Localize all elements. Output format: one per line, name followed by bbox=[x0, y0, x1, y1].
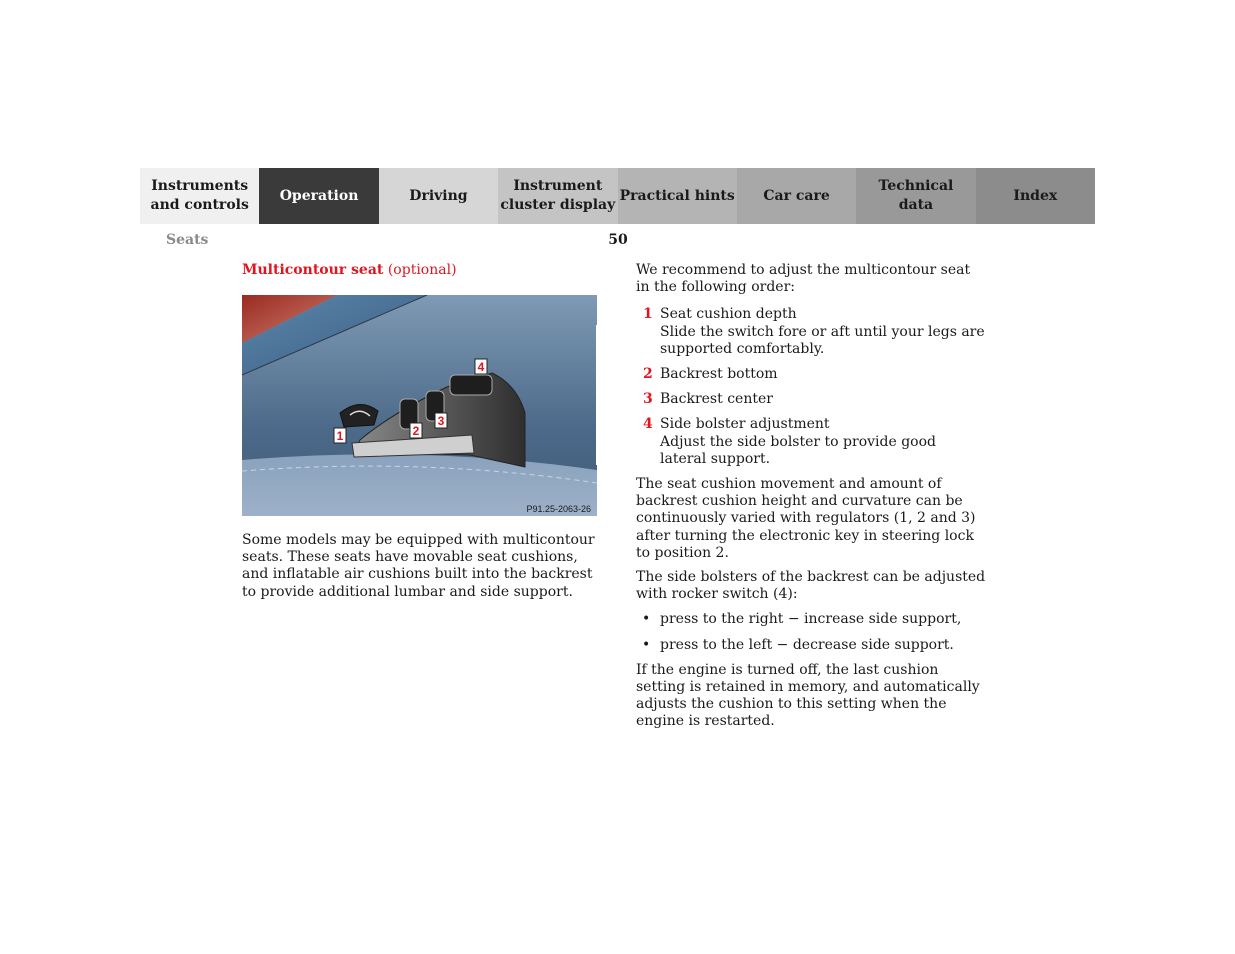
svg-text:2: 2 bbox=[412, 424, 420, 438]
step-title: Side bolster adjustment bbox=[660, 416, 830, 433]
tab-technical-data[interactable]: Technical data bbox=[856, 168, 975, 224]
list-item bbox=[636, 391, 986, 408]
chapter-nav bbox=[140, 168, 1095, 224]
regulators-paragraph: The seat cushion movement and amount of backrest cushion height and curvature can be continuously varied with regulators (1, 2 and 3) after turning the electronic key in steering lock to position 2. bbox=[636, 476, 976, 561]
bullet-text: press to the right − increase side support, bbox=[660, 611, 962, 628]
page-number: 50 bbox=[608, 232, 628, 248]
heading-main: Multicontour seat bbox=[242, 262, 384, 278]
tab-instrument-cluster-display[interactable]: Instrument cluster display bbox=[498, 168, 617, 224]
tab-car-care[interactable]: Car care bbox=[737, 168, 856, 224]
step-desc: Slide the switch fore or aft until your legs are supported comfortably. bbox=[660, 323, 985, 357]
step-number: 3 bbox=[643, 391, 653, 408]
step-title: Backrest center bbox=[660, 391, 773, 408]
seat-switch-illustration bbox=[242, 295, 597, 516]
steps-list bbox=[636, 306, 986, 468]
left-column bbox=[242, 532, 602, 601]
callout-2 bbox=[410, 423, 422, 438]
list-item bbox=[636, 306, 986, 358]
intro-paragraph: Some models may be equipped with multicontour seats. These seats have movable seat cushions, and inflatable air cushions built into the backrest to provide additional lumbar and side support. bbox=[242, 532, 595, 600]
memory-paragraph: If the engine is turned off, the last cushion setting is retained in memory, and automatically adjusts the cushion to this setting when the engine is restarted. bbox=[636, 661, 980, 730]
page-heading bbox=[242, 262, 457, 278]
svg-text:4: 4 bbox=[477, 360, 485, 374]
callout-1 bbox=[334, 428, 346, 443]
list-item bbox=[636, 366, 986, 383]
tab-driving[interactable]: Driving bbox=[379, 168, 498, 224]
step-desc: Adjust the side bolster to provide good lateral support. bbox=[660, 433, 936, 467]
list-item bbox=[636, 611, 986, 628]
svg-text:1: 1 bbox=[336, 429, 344, 443]
bullet-text: press to the left − decrease side support. bbox=[660, 636, 954, 653]
tab-practical-hints[interactable]: Practical hints bbox=[618, 168, 737, 224]
list-item bbox=[636, 637, 986, 654]
tab-operation[interactable]: Operation bbox=[259, 168, 378, 224]
svg-text:3: 3 bbox=[437, 414, 445, 428]
callout-3 bbox=[435, 413, 447, 428]
bullet-icon: • bbox=[642, 611, 651, 628]
step-number: 2 bbox=[643, 366, 653, 383]
bullet-list bbox=[636, 611, 986, 653]
bolsters-paragraph: The side bolsters of the backrest can be adjusted with rocker switch (4): bbox=[636, 569, 986, 603]
bullet-icon: • bbox=[642, 636, 651, 653]
heading-optional: (optional) bbox=[387, 262, 457, 278]
tab-index[interactable]: Index bbox=[976, 168, 1095, 224]
step-number: 4 bbox=[643, 416, 653, 433]
order-intro: We recommend to adjust the multicontour seat in the following order: bbox=[636, 262, 971, 296]
tab-instruments-and-controls[interactable]: Instruments and controls bbox=[140, 168, 259, 224]
step-title: Seat cushion depth bbox=[660, 306, 797, 323]
section-title: Seats bbox=[166, 232, 209, 248]
step-title: Backrest bottom bbox=[660, 366, 778, 383]
figure-code: P91.25-2063-26 bbox=[526, 504, 591, 514]
list-item bbox=[636, 416, 986, 468]
callout-4 bbox=[475, 359, 487, 374]
seat-switch-svg bbox=[242, 295, 597, 516]
right-column bbox=[636, 262, 986, 738]
step-number: 1 bbox=[643, 306, 653, 323]
